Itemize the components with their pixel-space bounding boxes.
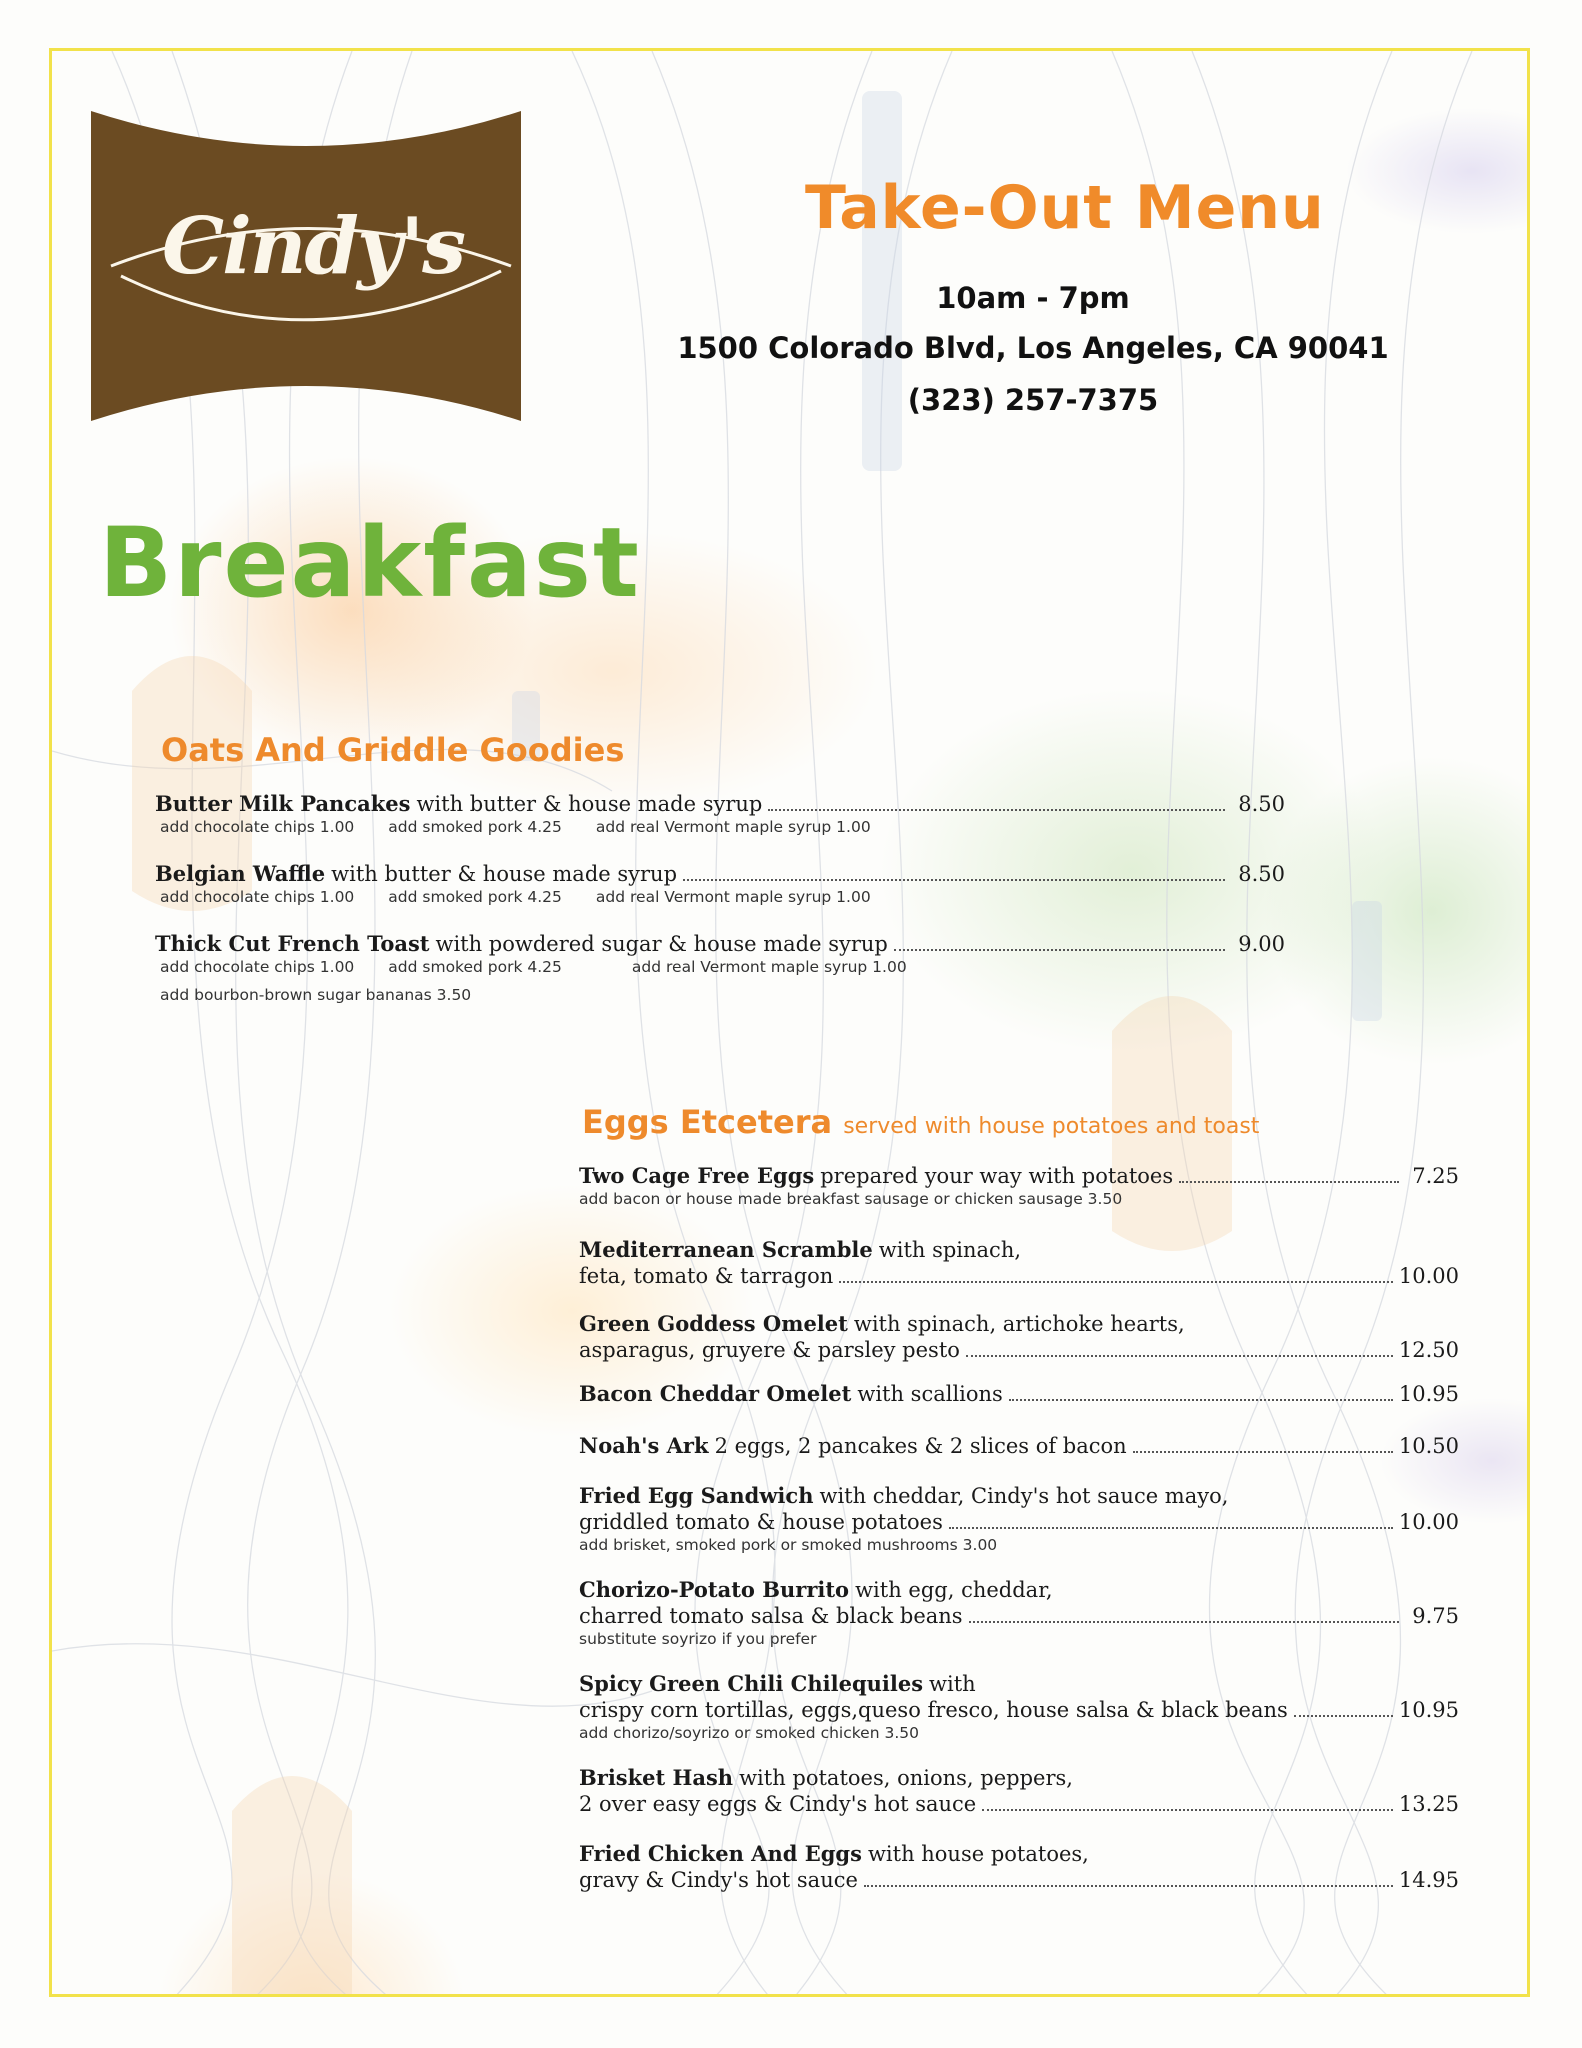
menu-item xyxy=(579,1311,1459,1363)
menu-item xyxy=(579,1237,1459,1289)
category-title-eggs xyxy=(582,1103,1259,1141)
item-price: 10.00 xyxy=(1398,1264,1459,1288)
item-description-line2: feta, tomato & tarragon xyxy=(579,1264,834,1288)
dot-leader xyxy=(1009,1399,1393,1401)
addon: add chocolate chips 1.00 xyxy=(160,958,355,976)
menu-title: Take-Out Menu xyxy=(805,173,1325,243)
dot-leader xyxy=(969,1621,1399,1623)
item-description: with cheddar, Cindy's hot sauce mayo, xyxy=(819,1484,1229,1508)
addon: add smoked pork 4.25 xyxy=(388,818,562,836)
dot-leader xyxy=(894,949,1225,951)
item-name: Brisket Hash xyxy=(579,1765,734,1790)
phone-text: (323) 257-7375 xyxy=(907,383,1159,417)
item-name: Mediterranean Scramble xyxy=(579,1237,873,1262)
menu-item xyxy=(579,1577,1459,1649)
addon: add smoked pork 4.25 xyxy=(388,958,562,976)
item-name: Bacon Cheddar Omelet xyxy=(579,1381,852,1406)
menu-item xyxy=(579,1841,1459,1893)
item-name: Butter Milk Pancakes xyxy=(155,791,411,816)
addon: add real Vermont maple syrup 1.00 xyxy=(595,888,871,906)
item-price: 8.50 xyxy=(1238,862,1285,886)
item-description: with potatoes, onions, peppers, xyxy=(739,1766,1073,1790)
category-title-text: Eggs Etcetera xyxy=(582,1103,833,1141)
item-description: with house potatoes, xyxy=(867,1842,1089,1866)
item-name: Belgian Waffle xyxy=(155,861,326,886)
dot-leader xyxy=(1133,1451,1393,1453)
item-description-line2: asparagus, gruyere & parsley pesto xyxy=(579,1338,960,1362)
dot-leader xyxy=(768,809,1225,811)
item-name: Spicy Green Chili Chilequiles xyxy=(579,1671,924,1696)
hours-text: 10am - 7pm xyxy=(936,281,1130,315)
addon: add smoked pork 4.25 xyxy=(388,888,562,906)
item-addon: add brisket, smoked pork or smoked mushrooms 3.00 xyxy=(579,1536,998,1554)
dot-leader xyxy=(864,1885,1393,1887)
menu-item xyxy=(155,861,1285,907)
menu-item xyxy=(155,791,1285,837)
item-price: 9.00 xyxy=(1238,932,1285,956)
item-description: with spinach, artichoke hearts, xyxy=(853,1312,1185,1336)
category-note: served with house potatoes and toast xyxy=(843,1114,1260,1139)
item-name: Two Cage Free Eggs xyxy=(579,1163,815,1188)
item-price: 9.75 xyxy=(1412,1604,1459,1628)
category-title-oats: Oats And Griddle Goodies xyxy=(161,731,625,769)
item-addons xyxy=(155,957,1285,977)
address-text: 1500 Colorado Blvd, Los Angeles, CA 90041 xyxy=(677,331,1389,365)
menu-item xyxy=(579,1483,1459,1555)
dot-leader xyxy=(966,1355,1393,1357)
addon: add real Vermont maple syrup 1.00 xyxy=(631,958,907,976)
item-price: 13.25 xyxy=(1398,1792,1459,1816)
item-addon: add chorizo/soyrizo or smoked chicken 3.50 xyxy=(579,1724,919,1742)
item-price: 10.00 xyxy=(1398,1510,1459,1534)
item-description-line2: griddled tomato & house potatoes xyxy=(579,1510,943,1534)
item-description: with spinach, xyxy=(878,1238,1022,1262)
item-description-line2: 2 over easy eggs & Cindy's hot sauce xyxy=(579,1792,977,1816)
item-name: Fried Chicken And Eggs xyxy=(579,1841,862,1866)
item-price: 10.95 xyxy=(1398,1698,1459,1722)
item-description: with butter & house made syrup xyxy=(416,792,763,816)
dot-leader xyxy=(982,1809,1393,1811)
item-addon: substitute soyrizo if you prefer xyxy=(579,1630,817,1648)
dot-leader xyxy=(683,879,1225,881)
item-name: Fried Egg Sandwich xyxy=(579,1483,814,1508)
item-description: with butter & house made syrup xyxy=(331,862,678,886)
item-description: prepared your way with potatoes xyxy=(820,1164,1174,1188)
item-name: Thick Cut French Toast xyxy=(155,931,430,956)
menu-page xyxy=(49,48,1530,1997)
menu-item xyxy=(579,1671,1459,1743)
menu-item xyxy=(155,931,1285,1005)
menu-item xyxy=(579,1163,1459,1209)
item-price: 12.50 xyxy=(1398,1338,1459,1362)
menu-item xyxy=(579,1433,1459,1459)
addon: add real Vermont maple syrup 1.00 xyxy=(595,818,871,836)
item-description-line2: charred tomato salsa & black beans xyxy=(579,1604,963,1628)
item-description-line2: crispy corn tortillas, eggs,queso fresco, house salsa & black beans xyxy=(579,1698,1288,1722)
item-description: with powdered sugar & house made syrup xyxy=(435,932,888,956)
logo-text: Cindy's xyxy=(162,201,465,292)
item-addons xyxy=(155,887,1285,907)
dot-leader xyxy=(949,1527,1393,1529)
dot-leader xyxy=(839,1281,1393,1283)
item-description: with scallions xyxy=(857,1382,1003,1406)
item-description: with egg, cheddar, xyxy=(855,1578,1053,1602)
item-price: 10.50 xyxy=(1398,1434,1459,1458)
item-price: 7.25 xyxy=(1412,1164,1459,1188)
item-price: 10.95 xyxy=(1398,1382,1459,1406)
addon: add chocolate chips 1.00 xyxy=(160,818,355,836)
dot-leader xyxy=(1294,1715,1393,1717)
menu-item xyxy=(579,1381,1459,1407)
item-name: Noah's Ark xyxy=(579,1433,709,1458)
item-name: Green Goddess Omelet xyxy=(579,1311,848,1336)
item-description-line2: gravy & Cindy's hot sauce xyxy=(579,1868,858,1892)
item-description: with xyxy=(929,1672,976,1696)
section-title-breakfast: Breakfast xyxy=(99,507,641,619)
addon-extra: add bourbon-brown sugar bananas 3.50 xyxy=(160,986,472,1004)
item-name: Chorizo-Potato Burrito xyxy=(579,1577,850,1602)
dot-leader xyxy=(1179,1181,1399,1183)
item-addons xyxy=(155,817,1285,837)
item-price: 8.50 xyxy=(1238,792,1285,816)
item-price: 14.95 xyxy=(1398,1868,1459,1892)
item-description: 2 eggs, 2 pancakes & 2 slices of bacon xyxy=(714,1434,1127,1458)
menu-item xyxy=(579,1765,1459,1817)
item-addon: add bacon or house made breakfast sausage or chicken sausage 3.50 xyxy=(579,1190,1123,1208)
addon: add chocolate chips 1.00 xyxy=(160,888,355,906)
